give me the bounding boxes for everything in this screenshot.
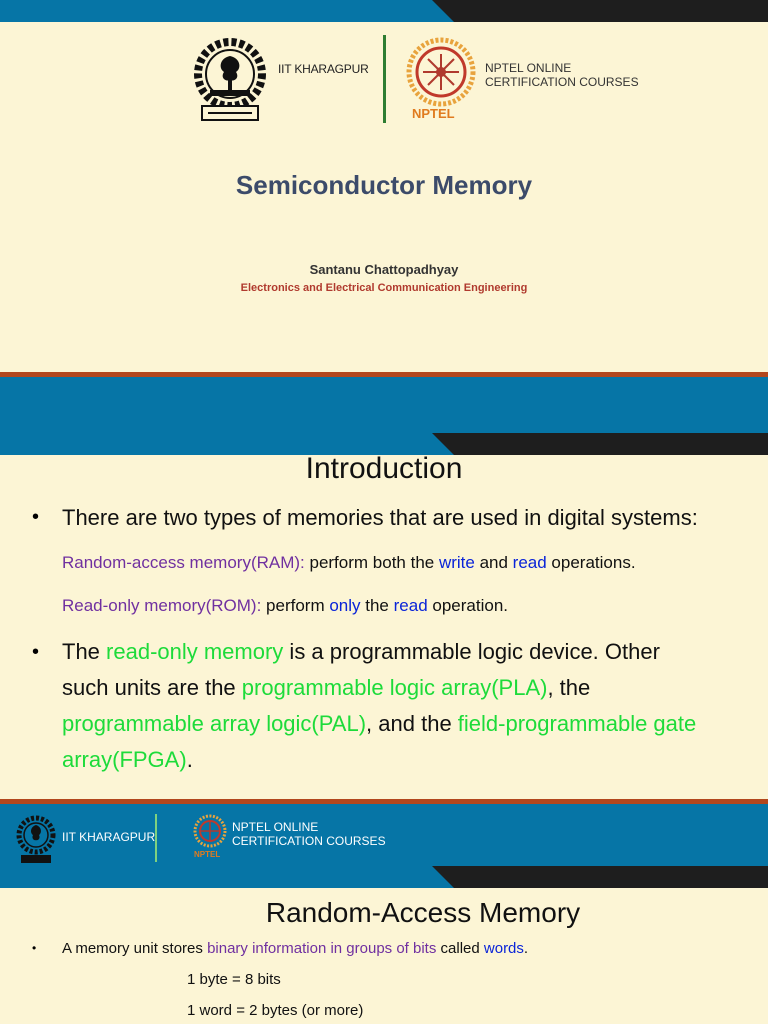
nptel-line2: CERTIFICATION COURSES <box>485 75 639 89</box>
s3-binary-info: binary information in groups of bits <box>207 940 437 957</box>
rom-read: read <box>393 596 428 615</box>
b2-text: . <box>186 747 193 772</box>
slide3-title: Random-Access Memory <box>265 897 581 928</box>
ram-text3: operations. <box>546 553 636 572</box>
ram-write: write <box>438 553 475 572</box>
rom-text3: operation. <box>427 596 508 615</box>
b2-pla: programmable logic array(PLA) <box>241 675 548 700</box>
logo-divider-small <box>155 814 157 862</box>
b2-text: , and the <box>366 711 458 736</box>
b2-fpga: field-programmable gate <box>457 711 697 736</box>
bullet-dot: • <box>32 941 37 955</box>
rom-text1: perform <box>261 596 330 615</box>
department-name: Electronics and Electrical Communication Engineering <box>240 282 528 294</box>
byte-definition: 1 byte = 8 bits <box>187 971 281 988</box>
presentation-title: Semiconductor Memory <box>235 170 533 200</box>
bullet-dot: • <box>32 641 40 663</box>
slide2-bullet1: There are two types of memories that are used in digital systems: <box>62 505 698 530</box>
b2-text: , the <box>547 675 591 700</box>
slide3-dark-band <box>432 866 768 888</box>
word-definition: 1 word = 2 bytes (or more) <box>187 1002 364 1019</box>
rom-text2: the <box>360 596 394 615</box>
s3-text: A memory unit stores <box>62 940 208 957</box>
b2-text: such units are the <box>62 675 242 700</box>
logo-divider <box>383 35 386 123</box>
slide1-top-dark-band <box>432 0 768 22</box>
b2-text: is a programmable logic device. Other <box>283 639 660 664</box>
ram-line <box>62 553 636 573</box>
slide3-bullet <box>62 940 528 957</box>
nptel-line2-small: CERTIFICATION COURSES <box>232 834 386 848</box>
ram-text2: and <box>474 553 513 572</box>
rom-term: Read-only memory(ROM): <box>62 596 262 615</box>
org-name: IIT KHARAGPUR <box>278 62 369 76</box>
ram-term: Random-access memory(RAM): <box>62 553 305 572</box>
author-name: Santanu Chattopadhyay <box>309 262 459 277</box>
s3-words: words <box>483 940 524 957</box>
ram-text1: perform both the <box>304 553 439 572</box>
slide2-title: Introduction <box>305 452 463 485</box>
nptel-line1: NPTEL ONLINE <box>485 61 572 75</box>
rom-only: only <box>329 596 361 615</box>
b2-rom: read-only memory <box>106 639 284 664</box>
org-name-small: IIT KHARAGPUR <box>62 830 156 844</box>
nptel-label-small: NPTEL <box>194 850 221 859</box>
bullet-dot: • <box>32 506 40 528</box>
nptel-label: NPTEL <box>412 106 455 121</box>
ram-read: read <box>512 553 547 572</box>
b2-text: The <box>62 639 107 664</box>
nptel-line1-small: NPTEL ONLINE <box>232 820 319 834</box>
rom-line <box>62 596 508 616</box>
s3-text: called <box>436 940 484 957</box>
iit-logo-small <box>15 813 57 865</box>
b2-fpga-end: array(FPGA) <box>62 747 187 772</box>
iit-logo <box>190 34 270 124</box>
s3-text: . <box>523 940 529 957</box>
slide2-bullet2 <box>62 634 752 778</box>
b2-pal: programmable array logic(PAL) <box>62 711 367 736</box>
